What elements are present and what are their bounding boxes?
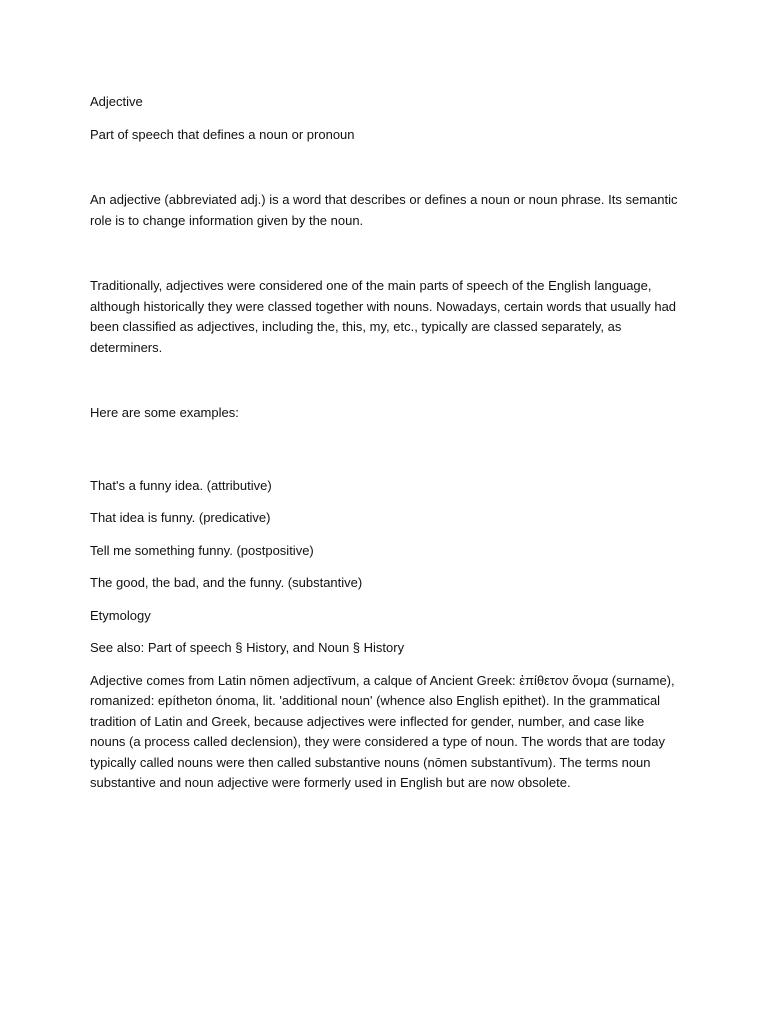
document-title: Adjective — [90, 94, 143, 109]
example-item: That idea is funny. (predicative) — [90, 510, 271, 525]
see-also-line: See also: Part of speech § History, and Noun § History — [90, 640, 405, 655]
document-body — [90, 92, 680, 794]
traditional-paragraph: Traditionally, adjectives were considered one of the main parts of speech of the English language, although historically they were classed together with nouns. Nowadays, certain words that usually had been classified as adjectives, including the, this, my, etc., typically are classed separately, as determiners. — [90, 278, 677, 355]
examples-intro: Here are some examples: — [90, 405, 239, 420]
example-item: That's a funny idea. (attributive) — [90, 477, 272, 493]
etymology-heading: Etymology — [90, 607, 151, 623]
example-item: Tell me something funny. (postpositive) — [90, 542, 314, 558]
intro-paragraph: An adjective (abbreviated adj.) is a word that describes or defines a noun or noun phrase. Its semantic role is to change information given by the noun. — [90, 192, 678, 228]
document-subtitle: Part of speech that defines a noun or pronoun — [90, 126, 355, 142]
etymology-paragraph: Adjective comes from Latin nōmen adjectīvum, a calque of Ancient Greek: ἐπίθετον ὄνομα (surname), romanized: epítheton ónoma, lit. 'additional noun' (whence also English epithet). In the grammatical tradition of Latin and Greek, because adjectives were inflected for gender, number, and case like nouns (a process called declension), they were considered a type of noun. The words that are today typically called nouns were then called substantive nouns (nōmen substantīvum). The terms noun substantive and noun adjective were formerly used in English but are now obsolete. — [90, 672, 675, 790]
example-item: The good, the bad, and the funny. (substantive) — [90, 575, 363, 590]
